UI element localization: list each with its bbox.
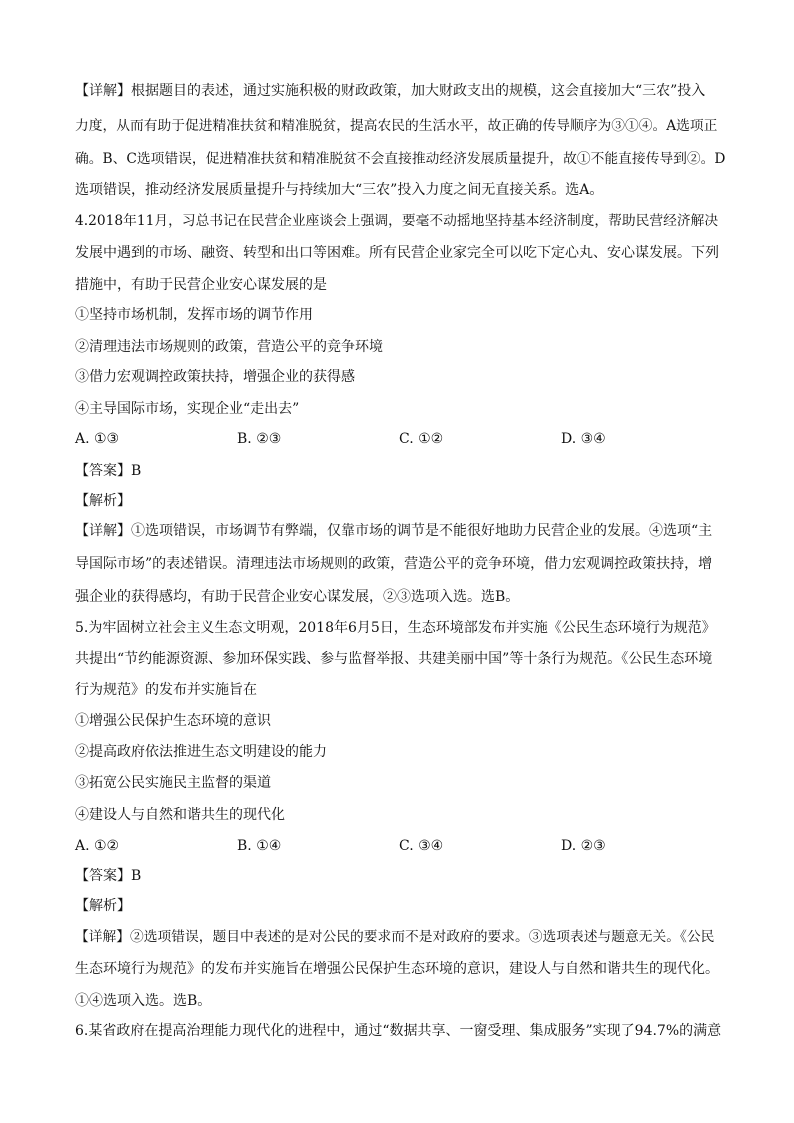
- q5-analysis-line-2: 生态环境行为规范》的发布并实施旨在增强公民保护生态环境的意识，建设人与自然和谐共生的现代化。: [75, 961, 719, 977]
- q4-item-3: ③借力宏观调控政策扶持，增强企业的获得感: [75, 369, 355, 385]
- q4-stem-line-2: 发展中遇到的市场、融资、转型和出口等困难。所有民营企业家完全可以吃下定心丸、安心谋发展。下列: [75, 245, 719, 261]
- q4-analysis-line-2: 导国际市场”的表述错误。清理违法市场规则的政策，营造公平的竞争环境，借力宏观调控政策扶持，增: [75, 556, 713, 572]
- q5-item-1: ①增强公民保护生态环境的意识: [75, 713, 271, 729]
- q4-item-1: ①坚持市场机制，发挥市场的调节作用: [75, 307, 313, 323]
- q4-stem-line-1: 4.2018年11月，习总书记在民营企业座谈会上强调，要毫不动摇地坚持基本经济制度，帮助民营经济解决: [75, 213, 719, 229]
- q4-stem-line-3: 措施中，有助于民营企业安心谋发展的是: [75, 277, 327, 293]
- q5-stem-line-2: 共提出“节约能源资源、参加环保实践、参与监督举报、共建美丽中国”等十条行为规范。《公民生态环境: [75, 651, 713, 667]
- q5-analysis-line-1: 【详解】②选项错误，题目中表述的是对公民的要求而不是对政府的要求。③选项表述与题意无关。《公民: [75, 929, 715, 945]
- q4-item-4: ④主导国际市场，实现企业“走出去”: [75, 401, 300, 417]
- q4-option-a: A. ①③: [75, 431, 120, 447]
- q4-option-d: D. ③④: [561, 431, 606, 447]
- q4-answer: 【答案】B: [75, 463, 142, 479]
- q5-item-4: ④建设人与自然和谐共生的现代化: [75, 807, 285, 823]
- q5-option-a: A. ①②: [75, 838, 120, 854]
- q4-option-b: B. ②③: [237, 431, 282, 447]
- q3-analysis-line-4: 选项错误，推动经济发展质量提升与持续加大“三农”投入力度之间无直接关系。选A。: [75, 182, 604, 198]
- q4-item-2: ②清理违法市场规则的政策，营造公平的竞争环境: [75, 339, 383, 355]
- q4-analysis-line-3: 强企业的获得感均，有助于民营企业安心谋发展，②③选项入选。选B。: [75, 589, 520, 605]
- q5-analysis-line-3: ①④选项入选。选B。: [75, 993, 212, 1009]
- q3-analysis-line-3: 确。B、C选项错误，促进精准扶贫和精准脱贫不会直接推动经济发展质量提升，故①不能直接传导到②。D: [75, 151, 726, 167]
- q3-analysis-line-2: 力度，从而有助于促进精准扶贫和精准脱贫，提高农民的生活水平，故正确的传导顺序为③①④。A选项正: [75, 118, 718, 134]
- q5-item-2: ②提高政府依法推进生态文明建设的能力: [75, 744, 327, 760]
- q6-stem-line-1: 6.某省政府在提高治理能力现代化的进程中，通过“数据共享、一窗受理、集成服务”实现了94.7%的满意: [75, 1023, 722, 1039]
- q4-analysis-line-1: 【详解】①选项错误，市场调节有弊端，仅靠市场的调节是不能很好地助力民营企业的发展。④选项“主: [75, 523, 713, 539]
- q3-analysis-line-1: 【详解】根据题目的表述，通过实施积极的财政政策，加大财政支出的规模，这会直接加大“三农”投入: [75, 83, 706, 99]
- q5-option-c: C. ③④: [399, 838, 444, 854]
- q5-answer: 【答案】B: [75, 868, 142, 884]
- q5-stem-line-1: 5.为牢固树立社会主义生态文明观，2018年6月5日，生态环境部发布并实施《公民生态环境行为规范》: [75, 620, 716, 636]
- q5-item-3: ③拓宽公民实施民主监督的渠道: [75, 775, 271, 791]
- q4-option-c: C. ①②: [399, 431, 444, 447]
- q5-stem-line-3: 行为规范》的发布并实施旨在: [75, 682, 257, 698]
- q4-analysis-label: 【解析】: [75, 493, 131, 509]
- q5-option-b: B. ①④: [237, 838, 282, 854]
- q5-analysis-label: 【解析】: [75, 898, 131, 914]
- q5-option-d: D. ②③: [561, 838, 606, 854]
